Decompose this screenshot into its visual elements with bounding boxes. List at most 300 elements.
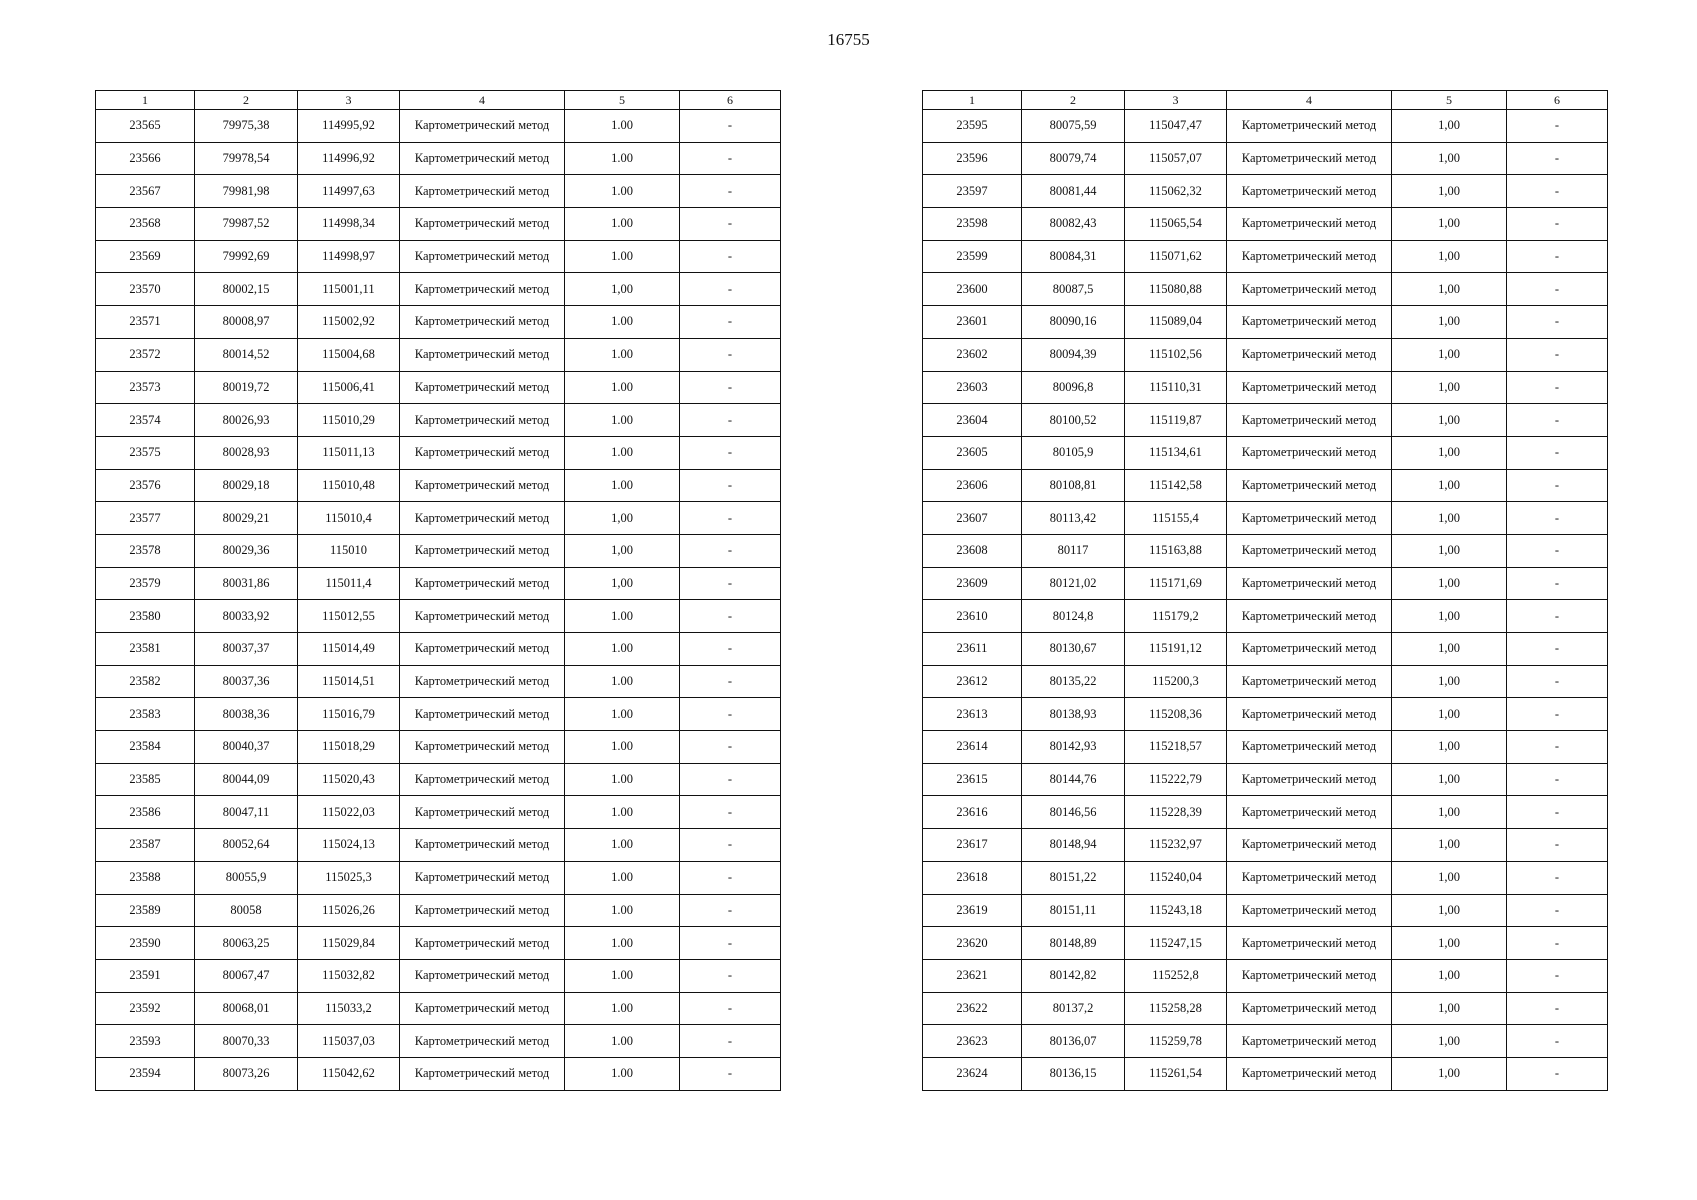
table-cell: 23590 xyxy=(96,927,195,960)
table-row xyxy=(96,534,781,567)
column-header: 3 xyxy=(298,91,400,110)
table-cell: 80087,5 xyxy=(1022,273,1125,306)
table-cell: 115016,79 xyxy=(298,698,400,731)
table-cell: 115191,12 xyxy=(1125,633,1227,666)
table-cell: - xyxy=(1507,894,1608,927)
table-cell: 23602 xyxy=(923,338,1022,371)
table-row xyxy=(96,763,781,796)
table-row xyxy=(96,633,781,666)
column-header: 5 xyxy=(1392,91,1507,110)
table-cell: 80070,33 xyxy=(195,1025,298,1058)
table-cell: 115047,47 xyxy=(1125,110,1227,143)
table-cell: 80136,15 xyxy=(1022,1057,1125,1090)
table-cell: 23581 xyxy=(96,633,195,666)
table-cell: 23574 xyxy=(96,404,195,437)
table-cell: 1,00 xyxy=(1392,796,1507,829)
table-cell: - xyxy=(1507,992,1608,1025)
table-cell: 1,00 xyxy=(1392,600,1507,633)
table-cell: - xyxy=(680,175,781,208)
column-header: 5 xyxy=(565,91,680,110)
table-cell: 1,00 xyxy=(1392,992,1507,1025)
table-cell: 80108,81 xyxy=(1022,469,1125,502)
table-cell: 23620 xyxy=(923,927,1022,960)
table-cell: Картометрический метод xyxy=(1227,306,1392,339)
table-cell: 1.00 xyxy=(565,208,680,241)
table-cell: 23578 xyxy=(96,534,195,567)
table-cell: - xyxy=(1507,1057,1608,1090)
table-cell: Картометрический метод xyxy=(400,436,565,469)
table-cell: 1.00 xyxy=(565,731,680,764)
table-cell: 23587 xyxy=(96,829,195,862)
table-cell: - xyxy=(1507,567,1608,600)
table-cell: 23588 xyxy=(96,861,195,894)
table-cell: - xyxy=(680,731,781,764)
table-cell: 115261,54 xyxy=(1125,1057,1227,1090)
table-row xyxy=(923,698,1608,731)
table-row xyxy=(923,1025,1608,1058)
column-header: 2 xyxy=(195,91,298,110)
table-cell: 1,00 xyxy=(1392,371,1507,404)
table-cell: 80008,97 xyxy=(195,306,298,339)
table-cell: 115119,87 xyxy=(1125,404,1227,437)
table-cell: 23624 xyxy=(923,1057,1022,1090)
table-cell: 1.00 xyxy=(565,796,680,829)
table-row xyxy=(96,894,781,927)
table-body xyxy=(923,110,1608,1091)
table-cell: 23570 xyxy=(96,273,195,306)
table-cell: 79987,52 xyxy=(195,208,298,241)
table-row xyxy=(923,142,1608,175)
table-cell: 115037,03 xyxy=(298,1025,400,1058)
table-cell: 80038,36 xyxy=(195,698,298,731)
table-row xyxy=(96,927,781,960)
table-row xyxy=(923,1057,1608,1090)
table-header xyxy=(96,91,781,110)
table-cell: - xyxy=(680,927,781,960)
table-cell: - xyxy=(680,829,781,862)
table-cell: 115222,79 xyxy=(1125,763,1227,796)
table-cell: 80151,11 xyxy=(1022,894,1125,927)
table-cell: 1,00 xyxy=(1392,110,1507,143)
table-cell: 80068,01 xyxy=(195,992,298,1025)
table-cell: 115022,03 xyxy=(298,796,400,829)
table-cell: 1,00 xyxy=(1392,698,1507,731)
table-cell: 23606 xyxy=(923,469,1022,502)
table-cell: 115010,29 xyxy=(298,404,400,437)
table-cell: 23605 xyxy=(923,436,1022,469)
table-cell: - xyxy=(680,992,781,1025)
table-cell: 80055,9 xyxy=(195,861,298,894)
table-cell: 115155,4 xyxy=(1125,502,1227,535)
table-cell: Картометрический метод xyxy=(1227,240,1392,273)
table-row xyxy=(923,502,1608,535)
table-cell: Картометрический метод xyxy=(400,829,565,862)
table-cell: Картометрический метод xyxy=(400,633,565,666)
table-cell: 1,00 xyxy=(1392,1025,1507,1058)
table-cell: 115020,43 xyxy=(298,763,400,796)
table-cell: 23567 xyxy=(96,175,195,208)
table-cell: - xyxy=(1507,698,1608,731)
table-cell: 1,00 xyxy=(1392,894,1507,927)
table-row xyxy=(96,404,781,437)
table-cell: 115232,97 xyxy=(1125,829,1227,862)
table-row xyxy=(96,306,781,339)
table-cell: 80124,8 xyxy=(1022,600,1125,633)
table-cell: 115179,2 xyxy=(1125,600,1227,633)
table-cell: 23572 xyxy=(96,338,195,371)
table-cell: 1,00 xyxy=(1392,273,1507,306)
table-row xyxy=(96,502,781,535)
table-row xyxy=(96,665,781,698)
table-cell: 1.00 xyxy=(565,861,680,894)
table-row xyxy=(96,142,781,175)
table-cell: 23611 xyxy=(923,633,1022,666)
table-cell: 114998,34 xyxy=(298,208,400,241)
table-cell: - xyxy=(1507,208,1608,241)
table-header xyxy=(923,91,1608,110)
table-row xyxy=(96,273,781,306)
table-cell: 1.00 xyxy=(565,600,680,633)
table-cell: - xyxy=(680,534,781,567)
table-row xyxy=(96,436,781,469)
table-row xyxy=(96,240,781,273)
table-cell: 115200,3 xyxy=(1125,665,1227,698)
table-cell: 80148,94 xyxy=(1022,829,1125,862)
table-cell: 114998,97 xyxy=(298,240,400,273)
table-cell: 23594 xyxy=(96,1057,195,1090)
table-cell: 115024,13 xyxy=(298,829,400,862)
table-cell: Картометрический метод xyxy=(400,992,565,1025)
table-cell: 23576 xyxy=(96,469,195,502)
table-cell: 1.00 xyxy=(565,371,680,404)
table-row xyxy=(923,796,1608,829)
table-cell: Картометрический метод xyxy=(400,306,565,339)
table-row xyxy=(923,273,1608,306)
table-cell: 23618 xyxy=(923,861,1022,894)
table-cell: - xyxy=(680,404,781,437)
table-cell: 115243,18 xyxy=(1125,894,1227,927)
table-cell: - xyxy=(680,371,781,404)
table-cell: Картометрический метод xyxy=(1227,142,1392,175)
table-row xyxy=(923,665,1608,698)
table-cell: 1,00 xyxy=(1392,306,1507,339)
table-cell: 80037,37 xyxy=(195,633,298,666)
table-cell: 115171,69 xyxy=(1125,567,1227,600)
table-cell: Картометрический метод xyxy=(1227,600,1392,633)
table-cell: Картометрический метод xyxy=(1227,338,1392,371)
table-cell: Картометрический метод xyxy=(1227,502,1392,535)
table-cell: - xyxy=(1507,665,1608,698)
table-cell: 115208,36 xyxy=(1125,698,1227,731)
table-row xyxy=(923,110,1608,143)
table-cell: - xyxy=(1507,796,1608,829)
table-cell: 1,00 xyxy=(1392,927,1507,960)
table-row xyxy=(923,371,1608,404)
table-cell: - xyxy=(1507,1025,1608,1058)
table-cell: 23569 xyxy=(96,240,195,273)
table-cell: 1,00 xyxy=(1392,240,1507,273)
table-row xyxy=(923,534,1608,567)
table-cell: 1,00 xyxy=(1392,633,1507,666)
table-cell: - xyxy=(1507,436,1608,469)
table-cell: - xyxy=(680,436,781,469)
table-cell: Картометрический метод xyxy=(400,338,565,371)
table-cell: 23613 xyxy=(923,698,1022,731)
table-cell: 23565 xyxy=(96,110,195,143)
table-cell: - xyxy=(1507,927,1608,960)
table-cell: 1,00 xyxy=(1392,175,1507,208)
table-cell: 1.00 xyxy=(565,240,680,273)
table-cell: Картометрический метод xyxy=(400,404,565,437)
table-row xyxy=(923,469,1608,502)
table-cell: Картометрический метод xyxy=(1227,208,1392,241)
table-cell: Картометрический метод xyxy=(400,469,565,502)
page-number: 16755 xyxy=(827,30,870,49)
table-cell: 115033,2 xyxy=(298,992,400,1025)
table-cell: 1,00 xyxy=(1392,338,1507,371)
table-cell: Картометрический метод xyxy=(1227,534,1392,567)
table-row xyxy=(923,992,1608,1025)
table-row xyxy=(96,567,781,600)
table-row xyxy=(96,338,781,371)
table-cell: 23599 xyxy=(923,240,1022,273)
table-cell: 23612 xyxy=(923,665,1022,698)
table-cell: 115102,56 xyxy=(1125,338,1227,371)
table-cell: - xyxy=(1507,861,1608,894)
table-cell: 23566 xyxy=(96,142,195,175)
table-cell: - xyxy=(1507,110,1608,143)
column-header: 6 xyxy=(1507,91,1608,110)
table-cell: Картометрический метод xyxy=(400,502,565,535)
table-cell: 23619 xyxy=(923,894,1022,927)
table-cell: - xyxy=(1507,371,1608,404)
table-cell: 80040,37 xyxy=(195,731,298,764)
table-cell: 23573 xyxy=(96,371,195,404)
table-cell: 80002,15 xyxy=(195,273,298,306)
table-cell: 1,00 xyxy=(1392,142,1507,175)
table-cell: 1,00 xyxy=(1392,502,1507,535)
table-cell: - xyxy=(680,763,781,796)
table-cell: Картометрический метод xyxy=(400,208,565,241)
table-cell: 1.00 xyxy=(565,894,680,927)
table-cell: Картометрический метод xyxy=(400,796,565,829)
table-row xyxy=(96,600,781,633)
table-cell: 23598 xyxy=(923,208,1022,241)
column-header: 3 xyxy=(1125,91,1227,110)
table-cell: 115010,4 xyxy=(298,502,400,535)
table-cell: 1,00 xyxy=(1392,567,1507,600)
table-cell: 1,00 xyxy=(1392,861,1507,894)
table-cell: - xyxy=(680,110,781,143)
table-cell: 1.00 xyxy=(565,404,680,437)
table-cell: - xyxy=(1507,829,1608,862)
table-cell: 80105,9 xyxy=(1022,436,1125,469)
table-cell: - xyxy=(680,959,781,992)
table-cell: - xyxy=(1507,502,1608,535)
table-row xyxy=(96,110,781,143)
table-cell: - xyxy=(1507,306,1608,339)
table-cell: 115012,55 xyxy=(298,600,400,633)
table-cell: Картометрический метод xyxy=(1227,829,1392,862)
table-cell: 1,00 xyxy=(1392,829,1507,862)
table-row xyxy=(96,1025,781,1058)
table-cell: 115110,31 xyxy=(1125,371,1227,404)
table-cell: 115089,04 xyxy=(1125,306,1227,339)
table-row xyxy=(96,371,781,404)
table-cell: 1,00 xyxy=(565,273,680,306)
table-cell: Картометрический метод xyxy=(1227,731,1392,764)
table-cell: 115029,84 xyxy=(298,927,400,960)
table-cell: - xyxy=(680,600,781,633)
table-cell: 1.00 xyxy=(565,633,680,666)
table-cell: 23580 xyxy=(96,600,195,633)
table-cell: 1,00 xyxy=(1392,436,1507,469)
table-cell: 80029,21 xyxy=(195,502,298,535)
table-cell: 115062,32 xyxy=(1125,175,1227,208)
table-cell: 23617 xyxy=(923,829,1022,862)
table-cell: Картометрический метод xyxy=(400,665,565,698)
table-cell: 80144,76 xyxy=(1022,763,1125,796)
table-cell: 1.00 xyxy=(565,436,680,469)
table-cell: 80073,26 xyxy=(195,1057,298,1090)
table-cell: - xyxy=(680,338,781,371)
table-cell: Картометрический метод xyxy=(400,1057,565,1090)
table-cell: Картометрический метод xyxy=(400,273,565,306)
table-cell: 80014,52 xyxy=(195,338,298,371)
table-cell: - xyxy=(1507,273,1608,306)
table-cell: Картометрический метод xyxy=(1227,404,1392,437)
table-cell: Картометрический метод xyxy=(1227,927,1392,960)
table-cell: Картометрический метод xyxy=(400,371,565,404)
table-cell: 1.00 xyxy=(565,927,680,960)
table-cell: - xyxy=(680,665,781,698)
table-cell: 1,00 xyxy=(1392,763,1507,796)
table-cell: Картометрический метод xyxy=(1227,371,1392,404)
table-cell: 23584 xyxy=(96,731,195,764)
table-cell: 80029,36 xyxy=(195,534,298,567)
table-cell: 80137,2 xyxy=(1022,992,1125,1025)
table-cell: 23621 xyxy=(923,959,1022,992)
table-cell: Картометрический метод xyxy=(1227,273,1392,306)
table-cell: Картометрический метод xyxy=(400,698,565,731)
table-cell: 80135,22 xyxy=(1022,665,1125,698)
column-header: 1 xyxy=(96,91,195,110)
table-cell: 80142,93 xyxy=(1022,731,1125,764)
table-row xyxy=(923,436,1608,469)
table-cell: 23607 xyxy=(923,502,1022,535)
table-cell: Картометрический метод xyxy=(1227,567,1392,600)
table-cell: 1.00 xyxy=(565,175,680,208)
table-row xyxy=(923,731,1608,764)
table-cell: Картометрический метод xyxy=(1227,698,1392,731)
table-cell: - xyxy=(1507,959,1608,992)
table-cell: 1.00 xyxy=(565,698,680,731)
table-cell: 115006,41 xyxy=(298,371,400,404)
table-cell: 23593 xyxy=(96,1025,195,1058)
table-cell: Картометрический метод xyxy=(1227,861,1392,894)
table-cell: - xyxy=(1507,240,1608,273)
table-cell: 23615 xyxy=(923,763,1022,796)
table-row xyxy=(923,894,1608,927)
table-row xyxy=(96,959,781,992)
table-row xyxy=(923,829,1608,862)
table-cell: - xyxy=(680,894,781,927)
table-cell: Картометрический метод xyxy=(1227,1025,1392,1058)
table-cell: 80067,47 xyxy=(195,959,298,992)
table-cell: - xyxy=(680,861,781,894)
table-cell: 23575 xyxy=(96,436,195,469)
table-cell: 80148,89 xyxy=(1022,927,1125,960)
column-header: 4 xyxy=(1227,91,1392,110)
table-cell: 115010 xyxy=(298,534,400,567)
table-cell: 115025,3 xyxy=(298,861,400,894)
table-cell: 80033,92 xyxy=(195,600,298,633)
table-row xyxy=(923,208,1608,241)
table-cell: Картометрический метод xyxy=(400,567,565,600)
table-cell: 80130,67 xyxy=(1022,633,1125,666)
table-cell: Картометрический метод xyxy=(1227,665,1392,698)
table-row xyxy=(923,306,1608,339)
table-cell: - xyxy=(680,469,781,502)
table-cell: 23622 xyxy=(923,992,1022,1025)
table-cell: 23579 xyxy=(96,567,195,600)
table-cell: 115018,29 xyxy=(298,731,400,764)
table-cell: 80031,86 xyxy=(195,567,298,600)
table-cell: 115218,57 xyxy=(1125,731,1227,764)
table-cell: Картометрический метод xyxy=(1227,992,1392,1025)
table-cell: 80117 xyxy=(1022,534,1125,567)
table-cell: 23609 xyxy=(923,567,1022,600)
table-cell: - xyxy=(1507,175,1608,208)
table-cell: Картометрический метод xyxy=(400,927,565,960)
table-cell: 1,00 xyxy=(1392,731,1507,764)
table-cell: 80100,52 xyxy=(1022,404,1125,437)
table-cell: - xyxy=(680,1025,781,1058)
table-cell: 115026,26 xyxy=(298,894,400,927)
table-cell: - xyxy=(1507,633,1608,666)
column-header: 1 xyxy=(923,91,1022,110)
table-cell: 1,00 xyxy=(1392,208,1507,241)
table-cell: - xyxy=(680,306,781,339)
table-cell: 115001,11 xyxy=(298,273,400,306)
table-row xyxy=(923,959,1608,992)
table-cell: 23616 xyxy=(923,796,1022,829)
table-cell: - xyxy=(680,208,781,241)
table-cell: 1.00 xyxy=(565,1057,680,1090)
table-cell: Картометрический метод xyxy=(1227,1057,1392,1090)
table-cell: - xyxy=(1507,731,1608,764)
table-cell: 115071,62 xyxy=(1125,240,1227,273)
table-cell: 115142,58 xyxy=(1125,469,1227,502)
table-cell: 23623 xyxy=(923,1025,1022,1058)
table-row xyxy=(96,861,781,894)
table-row xyxy=(923,763,1608,796)
table-cell: 80052,64 xyxy=(195,829,298,862)
column-header: 4 xyxy=(400,91,565,110)
table-cell: 23583 xyxy=(96,698,195,731)
table-row xyxy=(96,175,781,208)
table-cell: 80037,36 xyxy=(195,665,298,698)
table-cell: 80028,93 xyxy=(195,436,298,469)
table-cell: 1.00 xyxy=(565,763,680,796)
table-cell: 23591 xyxy=(96,959,195,992)
table-row xyxy=(96,731,781,764)
table-cell: 80029,18 xyxy=(195,469,298,502)
table-row xyxy=(923,567,1608,600)
table-cell: - xyxy=(680,240,781,273)
table-cell: 1.00 xyxy=(565,992,680,1025)
table-row xyxy=(923,404,1608,437)
